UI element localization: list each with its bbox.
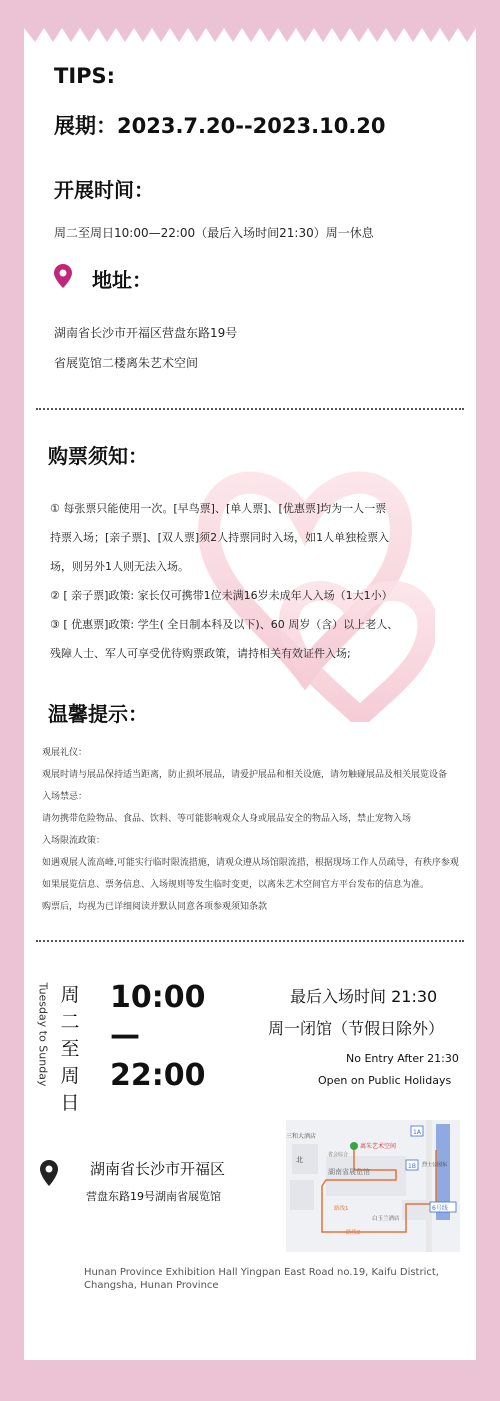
last-entry: 最后入场时间 21:30 <box>290 987 438 1006</box>
location-pin-icon <box>54 264 72 288</box>
hours-heading: 开展时间： <box>54 178 154 202</box>
address-heading: 地址： <box>92 268 152 292</box>
map-label: 6号线 <box>432 1205 448 1212</box>
reminder-line: 购票后，均视为已详细阅读并默认同意各项参观须知条款 <box>42 902 268 912</box>
reminder-line: 观展礼仪： <box>42 748 88 758</box>
location-pin-icon <box>40 1160 58 1186</box>
reminder-body <box>42 742 462 918</box>
day-char: 周 <box>60 1065 80 1087</box>
map-label: 三和大酒店 <box>286 1133 317 1140</box>
reminder-line: 入场限流政策： <box>42 836 106 846</box>
tips-title: TIPS: <box>54 64 116 88</box>
monday-closed: 周一闭馆（节假日除外） <box>268 1019 445 1038</box>
map-label: 1B <box>408 1163 416 1170</box>
day-char: 至 <box>60 1038 80 1060</box>
location-map[interactable] <box>286 1120 460 1252</box>
location-city: 湖南省长沙市开福区 <box>90 1160 226 1178</box>
map-label: 1A <box>413 1129 421 1136</box>
map-label: 离朱艺术空间 <box>360 1143 397 1150</box>
days-vertical <box>60 982 80 1117</box>
location-english: Hunan Province Exhibition Hall Yingpan East Road no.19, Kaifu District, Changsha, Hunan Province <box>84 1267 439 1291</box>
map-label: 路线2 <box>346 1230 361 1236</box>
last-entry-en: No Entry After 21:30 <box>346 1052 459 1065</box>
map-label: 烈士公园东 <box>422 1162 448 1168</box>
ticket-notice-heading: 购票须知： <box>48 444 148 468</box>
ticket-notice-body <box>50 494 460 668</box>
time-dash: — <box>110 1018 140 1053</box>
days-english: Tuesday to Sunday <box>36 982 50 1087</box>
map-label: 路线1 <box>334 1206 349 1212</box>
open-holidays-en: Open on Public Holidays <box>318 1074 452 1087</box>
reminder-line: 请勿携带危险物品、食品、饮料、等可能影响观众人身或展品安全的物品入场，禁止宠物入场 <box>42 814 412 824</box>
map-label: 省会综合 <box>328 1152 349 1158</box>
address-line-2: 省展览馆二楼离朱艺术空间 <box>54 356 199 370</box>
day-char: 周 <box>60 984 80 1006</box>
reminder-line: 如果展览信息、票务信息、入场规则等发生临时变更，以离朱艺术空间官方平台发布的信息为准。 <box>42 880 430 890</box>
exhibition-period: 展期：2023.7.20--2023.10.20 <box>54 114 386 138</box>
day-char: 日 <box>60 1092 80 1114</box>
notice-line: 场，则另外1人则无法入场。 <box>50 560 189 573</box>
address-line-1: 湖南省长沙市开福区营盘东路19号 <box>54 326 238 340</box>
map-label: 北 <box>296 1156 303 1164</box>
location-street: 营盘东路19号湖南省展览馆 <box>86 1190 221 1203</box>
hours-text: 周二至周日10:00—22:00（最后入场时间21:30）周一休息 <box>54 226 374 240</box>
time-end: 22:00 <box>110 1058 206 1093</box>
reminder-line: 如遇观展人流高峰,可能实行临时限流措施，请观众遵从场馆限流措，根据现场工作人员疏导，有秩序参观 <box>42 858 459 868</box>
zigzag-top-edge <box>24 28 476 42</box>
time-start: 10:00 <box>110 980 206 1015</box>
map-label: 白玉兰酒店 <box>372 1216 400 1222</box>
reminder-heading: 温馨提示： <box>48 702 148 726</box>
notice-line: ① 每张票只能使用一次。[早鸟票]、[单人票]、[优惠票]均为一人一票 <box>50 502 387 515</box>
map-label: 湖南省展览馆 <box>328 1168 370 1176</box>
notice-line: 残障人士、军人可享受优待购票政策，请持相关有效证件入场; <box>50 647 351 660</box>
notice-line: 持票入场；[亲子票]、[双人票]须2人持票同时入场，如1人单独检票入 <box>50 531 390 544</box>
reminder-line: 入场禁忌： <box>42 792 88 802</box>
notice-line: ② [ 亲子票]政策: 家长仅可携带1位未满16岁未成年人入场（1大1小） <box>50 589 393 602</box>
notice-line: ③ [ 优惠票]政策: 学生( 全日制本科及以下)、60 周岁（含）以上老人、 <box>50 618 399 631</box>
divider-2 <box>36 940 464 942</box>
reminder-line: 观展时请与展品保持适当距离，防止损坏展品，请爱护展品和相关设施，请勿触碰展品及相关展览设备 <box>42 770 448 780</box>
divider-1 <box>36 408 464 410</box>
day-char: 二 <box>60 1011 80 1033</box>
